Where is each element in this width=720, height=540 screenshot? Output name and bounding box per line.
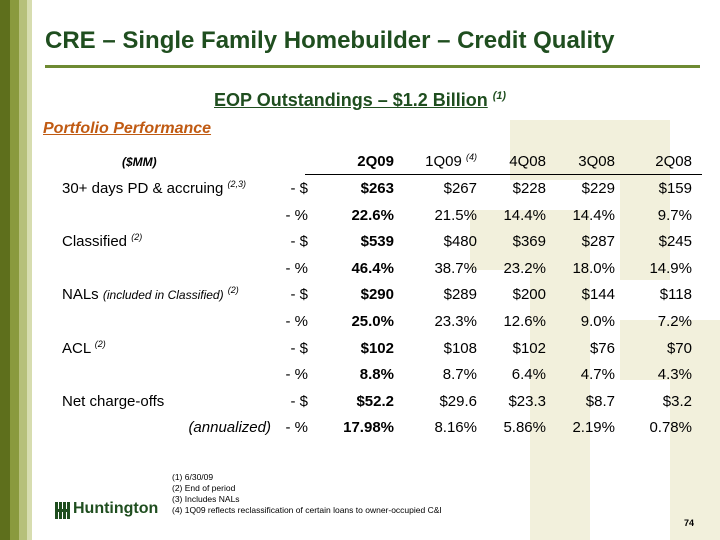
table-cell: $102	[360, 339, 394, 357]
table-row	[0, 336, 720, 362]
table-cell: 18.0%	[572, 259, 615, 277]
row-unit: - $	[290, 339, 308, 357]
logo-text: Huntington	[73, 500, 159, 517]
footnote: (2) End of period	[172, 483, 236, 493]
table-cell: $8.7	[585, 392, 615, 410]
row-unit: - $	[290, 233, 308, 251]
table-cell: $118	[659, 286, 692, 304]
table-cell: 9.7%	[657, 206, 692, 224]
column-header: 1Q09 $^{(4)}$	[425, 152, 477, 170]
table-cell: $200	[512, 286, 546, 304]
header-underline	[305, 174, 702, 175]
table-cell: $102	[512, 339, 546, 357]
table-cell: 14.4%	[503, 206, 546, 224]
row-label: Classified $^{(2)}$	[62, 232, 143, 251]
footnotes	[172, 472, 442, 516]
row-unit: - $	[290, 286, 308, 304]
table-row	[0, 309, 720, 335]
table-cell: 5.86%	[503, 419, 546, 437]
row-label: 30+ days PD & accruing $^{(2,3)}$	[62, 179, 247, 197]
column-header: 3Q08	[578, 153, 615, 170]
table-cell: $245	[658, 233, 692, 251]
row-label: Net charge-offs	[62, 392, 165, 410]
column-header: 2Q09	[357, 153, 394, 170]
huntington-logo-icon	[55, 502, 70, 519]
table-cell: 23.2%	[503, 259, 546, 277]
table-cell: 4.3%	[657, 366, 692, 384]
table-cell: 8.16%	[434, 419, 477, 437]
title-underline	[45, 65, 700, 68]
table-cell: 2.19%	[572, 419, 615, 437]
table-row	[0, 362, 720, 388]
table-row	[0, 176, 720, 202]
table-cell: $159	[658, 180, 692, 197]
table-cell: $52.2	[356, 392, 394, 410]
table-cell: $144	[581, 286, 615, 304]
subtitle-text: EOP Outstandings – $1.2 Billion	[214, 90, 488, 110]
table-cell: 4.7%	[580, 366, 615, 384]
table-header-row	[0, 149, 720, 175]
footnote: (4) 1Q09 reflects reclassification of certain loans to owner-occupied C&I	[172, 505, 442, 515]
table-cell: $480	[443, 233, 477, 251]
table-cell: 6.4%	[511, 366, 546, 384]
table-cell: $23.3	[508, 392, 546, 410]
row-unit: - %	[285, 313, 308, 330]
page-number: 74	[683, 518, 694, 528]
footnote: (3) Includes NALs	[172, 494, 240, 504]
row-unit: - %	[285, 206, 308, 224]
row-unit: - %	[285, 366, 308, 384]
table-cell: 0.78%	[649, 419, 692, 437]
row-unit: - $	[290, 392, 308, 410]
table-cell: 14.9%	[649, 259, 692, 277]
table-cell: $229	[581, 180, 615, 197]
subtitle-footnote-ref: (1)	[492, 90, 506, 102]
row-label: ACL $^{(2)}$	[62, 338, 106, 357]
table-row	[0, 256, 720, 282]
table-row	[0, 229, 720, 255]
table-cell: 8.8%	[359, 366, 394, 384]
table-cell: $369	[512, 233, 546, 251]
table-cell: 17.98%	[343, 419, 394, 437]
table-cell: $76	[589, 339, 615, 357]
page-title: CRE – Single Family Homebuilder – Credit Quality	[45, 27, 615, 54]
subtitle	[0, 90, 720, 111]
table-cell: 12.6%	[503, 313, 546, 330]
table-cell: 7.2%	[657, 313, 692, 330]
table-cell: $228	[512, 180, 546, 197]
row-label: (annualized)	[188, 419, 271, 437]
table-cell: $29.6	[439, 392, 477, 410]
table-cell: $287	[581, 233, 615, 251]
table-cell: $108	[443, 339, 477, 357]
table-cell: $539	[360, 233, 394, 251]
table-cell: 9.0%	[580, 313, 615, 330]
row-unit: - $	[290, 180, 308, 197]
table-cell: $267	[443, 180, 477, 197]
table-row	[0, 415, 720, 441]
table-cell: 46.4%	[351, 259, 394, 277]
table-cell: $3.2	[662, 392, 692, 410]
row-label: NALs (included in Classified) $^{(2)}$	[62, 285, 239, 304]
table-cell: 21.5%	[434, 206, 477, 224]
table-row	[0, 389, 720, 415]
unit-label: ($MM)	[122, 155, 157, 169]
table-cell: 25.0%	[351, 313, 394, 330]
table-row	[0, 203, 720, 229]
section-title: Portfolio Performance	[43, 120, 212, 137]
table-cell: $263	[360, 180, 394, 197]
table-cell: $289	[443, 286, 477, 304]
row-unit: - %	[285, 259, 308, 277]
table-cell: 23.3%	[434, 313, 477, 330]
table-cell: $290	[360, 286, 394, 304]
row-unit: - %	[285, 419, 308, 437]
table-cell: 22.6%	[351, 206, 394, 224]
table-row	[0, 282, 720, 308]
column-header: 2Q08	[655, 153, 692, 170]
footnote: (1) 6/30/09	[172, 472, 214, 482]
table-cell: $70	[666, 339, 692, 357]
table-cell: 8.7%	[442, 366, 477, 384]
column-header: 4Q08	[509, 153, 546, 170]
table-cell: 38.7%	[434, 259, 477, 277]
table-cell: 14.4%	[572, 206, 615, 224]
